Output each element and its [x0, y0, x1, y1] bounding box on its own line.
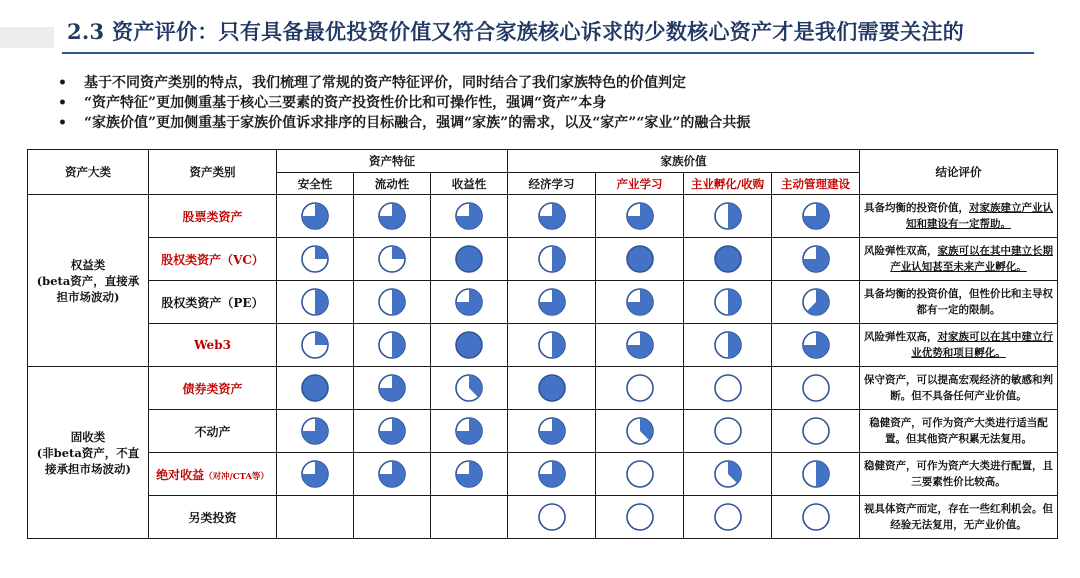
table-row — [28, 453, 1058, 496]
harvey-ball-rating — [377, 373, 407, 403]
bullet-text: “家族价值”更加侧重基于家族价值诉求排序的目标融合，强调“家族”的需求，以及“家产”“家业”的融合共振 — [84, 115, 751, 131]
harvey-ball-rating — [625, 244, 655, 274]
conclusion-text: 具备均衡的投资价值，但性价比和主导权都有一定的限制。 — [864, 288, 1054, 316]
asset-type-note: （对冲/CTA等） — [204, 471, 269, 482]
rating-cell — [684, 195, 772, 238]
harvey-ball-rating — [537, 244, 567, 274]
harvey-ball-rating — [537, 330, 567, 360]
rating-cell — [431, 367, 508, 410]
harvey-ball-rating — [537, 502, 567, 532]
rating-cell — [684, 410, 772, 453]
header-asset-class: 资产大类 — [28, 150, 149, 195]
rating-cell — [596, 453, 684, 496]
harvey-ball-fill — [728, 289, 741, 315]
table-row — [28, 367, 1058, 410]
rating-cell — [354, 281, 431, 324]
rating-cell — [684, 496, 772, 539]
rating-cell — [596, 195, 684, 238]
asset-type-cell — [149, 195, 277, 238]
rating-cell — [508, 281, 596, 324]
harvey-ball-ring — [456, 246, 482, 272]
harvey-ball-fill — [315, 246, 328, 259]
conclusion-cell — [860, 496, 1058, 539]
rating-cell — [772, 324, 860, 367]
harvey-ball-rating — [454, 330, 484, 360]
conclusion-cell — [860, 367, 1058, 410]
harvey-ball-ring — [627, 504, 653, 530]
rating-cell — [508, 195, 596, 238]
harvey-ball-ring — [302, 375, 328, 401]
rating-cell — [431, 453, 508, 496]
harvey-ball-ring — [715, 504, 741, 530]
harvey-ball-rating — [537, 287, 567, 317]
rating-cell — [772, 367, 860, 410]
harvey-ball-rating — [713, 287, 743, 317]
title-divider — [62, 52, 1034, 54]
harvey-ball-ring — [715, 246, 741, 272]
harvey-ball-fill — [552, 246, 565, 272]
harvey-ball-rating — [454, 416, 484, 446]
rating-cell — [596, 324, 684, 367]
harvey-ball-fill — [315, 332, 328, 345]
harvey-ball-fill — [552, 332, 565, 358]
header-col-family: 主动管理建设 — [772, 173, 860, 195]
harvey-ball-rating — [801, 287, 831, 317]
harvey-ball-rating — [713, 373, 743, 403]
harvey-ball-rating — [625, 373, 655, 403]
rating-cell — [431, 281, 508, 324]
harvey-ball-rating — [377, 416, 407, 446]
rating-cell — [508, 367, 596, 410]
harvey-ball-rating — [537, 201, 567, 231]
header-col-feature: 收益性 — [431, 173, 508, 195]
conclusion-cell — [860, 324, 1058, 367]
harvey-ball-rating — [801, 502, 831, 532]
table-row — [28, 410, 1058, 453]
asset-class-line: 固收类 — [70, 429, 106, 444]
asset-type-cell — [149, 324, 277, 367]
rating-cell — [277, 238, 354, 281]
harvey-ball-rating — [537, 416, 567, 446]
harvey-ball-rating — [713, 244, 743, 274]
harvey-ball-rating — [377, 330, 407, 360]
harvey-ball-fill — [728, 332, 741, 358]
harvey-ball-rating — [713, 330, 743, 360]
harvey-ball-ring — [539, 375, 565, 401]
asset-type-label: 股票类资产 — [182, 209, 243, 224]
asset-type-label: 不动产 — [194, 424, 231, 439]
page-title: 2.3 资产评价：只有具备最优投资价值又符合家族核心诉求的少数核心资产才是我们需要关注的 — [67, 19, 965, 44]
asset-class-cell — [28, 367, 149, 539]
rating-cell — [277, 281, 354, 324]
harvey-ball-ring — [715, 418, 741, 444]
conclusion-text: 保守资产，可以提高宏观经济的敏感和判断。但不具备任何产业价值。 — [864, 374, 1054, 402]
harvey-ball-ring — [803, 504, 829, 530]
rating-cell — [277, 410, 354, 453]
harvey-ball-fill — [392, 289, 405, 315]
rating-cell — [684, 453, 772, 496]
rating-cell — [354, 367, 431, 410]
harvey-ball-rating — [377, 459, 407, 489]
table-row — [28, 324, 1058, 367]
rating-cell — [772, 410, 860, 453]
bullet-marker: • — [58, 115, 67, 131]
harvey-ball-rating — [454, 244, 484, 274]
rating-cell — [772, 238, 860, 281]
bullet-text: 基于不同资产类别的特点，我们梳理了常规的资产特征评价，同时结合了我们家族特色的价值判定 — [84, 75, 686, 91]
bullet-marker: • — [58, 75, 67, 91]
harvey-ball-ring — [803, 375, 829, 401]
harvey-ball-rating — [300, 287, 330, 317]
header-group-features: 资产特征 — [277, 150, 508, 173]
conclusion-text: 视具体资产而定，存在一些红利机会。但经验无法复用，无产业价值。 — [864, 503, 1054, 531]
rating-cell — [431, 238, 508, 281]
conclusion-text: 风险弹性双高， — [864, 245, 938, 257]
rating-cell — [277, 195, 354, 238]
asset-type-cell — [149, 281, 277, 324]
conclusion-cell — [860, 281, 1058, 324]
conclusion-cell — [860, 195, 1058, 238]
rating-cell — [354, 195, 431, 238]
harvey-ball-rating — [377, 201, 407, 231]
conclusion-text: 风险弹性双高， — [864, 331, 938, 343]
rating-cell — [354, 410, 431, 453]
conclusion-emphasis: 家族可以在其中建立长期产业认知甚至未来产业孵化。 — [890, 245, 1054, 273]
asset-type-cell — [149, 453, 277, 496]
asset-class-line: 权益类 — [70, 257, 106, 272]
asset-evaluation-table — [27, 149, 1058, 539]
rating-cell — [277, 367, 354, 410]
rating-cell — [508, 238, 596, 281]
conclusion-text: 具备均衡的投资价值， — [864, 202, 970, 214]
header-col-family: 经济学习 — [508, 173, 596, 195]
asset-type-label: 绝对收益 — [156, 467, 205, 482]
rating-cell — [277, 324, 354, 367]
rating-cell — [431, 324, 508, 367]
conclusion-cell — [860, 410, 1058, 453]
rating-cell — [354, 324, 431, 367]
harvey-ball-rating — [454, 287, 484, 317]
bullet-item — [58, 93, 750, 113]
asset-type-label: 债券类资产 — [182, 381, 243, 396]
harvey-ball-ring — [456, 332, 482, 358]
harvey-ball-rating — [801, 330, 831, 360]
harvey-ball-rating — [713, 502, 743, 532]
harvey-ball-rating — [454, 201, 484, 231]
rating-cell — [596, 238, 684, 281]
asset-type-label: 股权类资产（PE） — [161, 295, 264, 310]
rating-cell — [277, 453, 354, 496]
rating-cell — [354, 453, 431, 496]
harvey-ball-rating — [801, 416, 831, 446]
harvey-ball-fill — [392, 246, 405, 259]
harvey-ball-ring — [627, 461, 653, 487]
conclusion-text: 稳健资产，可作为资产大类进行适当配置。但其他资产积累无法复用。 — [869, 417, 1048, 445]
harvey-ball-rating — [300, 330, 330, 360]
harvey-ball-rating — [625, 201, 655, 231]
asset-type-cell — [149, 410, 277, 453]
harvey-ball-rating — [713, 416, 743, 446]
conclusion-text: 稳健资产，可作为资产大类进行配置，且三要素性价比较高。 — [864, 460, 1054, 488]
rating-cell — [684, 281, 772, 324]
harvey-ball-rating — [377, 287, 407, 317]
rating-cell — [277, 496, 354, 539]
header-conclusion: 结论评价 — [860, 150, 1058, 195]
header-row-groups — [28, 150, 1058, 173]
bullet-marker: • — [58, 95, 67, 111]
header-col-family: 主业孵化/收购 — [684, 173, 772, 195]
harvey-ball-fill — [728, 203, 741, 229]
harvey-ball-fill — [816, 461, 829, 487]
harvey-ball-ring — [627, 246, 653, 272]
harvey-ball-rating — [713, 201, 743, 231]
asset-type-label: 另类投资 — [188, 510, 237, 525]
bullet-item — [58, 73, 750, 93]
rating-cell — [431, 410, 508, 453]
harvey-ball-rating — [625, 287, 655, 317]
harvey-ball-fill — [315, 289, 328, 315]
harvey-ball-ring — [539, 504, 565, 530]
table-row — [28, 238, 1058, 281]
asset-class-line: 接承担市场波动) — [45, 461, 131, 476]
harvey-ball-rating — [801, 373, 831, 403]
harvey-ball-rating — [801, 201, 831, 231]
rating-cell — [772, 195, 860, 238]
asset-class-line: (beta资产，直接承 — [36, 273, 140, 288]
harvey-ball-rating — [625, 459, 655, 489]
asset-type-label: Web3 — [194, 338, 231, 352]
asset-class-line: 担市场波动) — [56, 289, 120, 304]
asset-type-cell — [149, 238, 277, 281]
asset-type-cell — [149, 496, 277, 539]
harvey-ball-rating — [377, 244, 407, 274]
asset-type-label: 股权类资产（VC） — [161, 252, 264, 267]
harvey-ball-rating — [300, 373, 330, 403]
harvey-ball-rating — [300, 201, 330, 231]
header-col-feature: 流动性 — [354, 173, 431, 195]
harvey-ball-rating — [454, 373, 484, 403]
harvey-ball-rating — [713, 459, 743, 489]
rating-cell — [596, 410, 684, 453]
conclusion-cell — [860, 238, 1058, 281]
harvey-ball-ring — [627, 375, 653, 401]
harvey-ball-rating — [801, 459, 831, 489]
harvey-ball-ring — [715, 375, 741, 401]
rating-cell — [772, 453, 860, 496]
table-row — [28, 281, 1058, 324]
rating-cell — [596, 367, 684, 410]
table-row — [28, 195, 1058, 238]
harvey-ball-fill — [392, 332, 405, 358]
conclusion-emphasis: 对家族建立产业认知和建设有一定帮助。 — [906, 202, 1054, 230]
header-col-feature: 安全性 — [277, 173, 354, 195]
rating-cell — [431, 496, 508, 539]
rating-cell — [684, 238, 772, 281]
header-col-family: 产业学习 — [596, 173, 684, 195]
bullet-item — [58, 113, 750, 133]
harvey-ball-rating — [625, 330, 655, 360]
rating-cell — [508, 324, 596, 367]
bullet-list — [58, 73, 750, 133]
rating-cell — [508, 453, 596, 496]
conclusion-cell — [860, 453, 1058, 496]
harvey-ball-rating — [300, 416, 330, 446]
rating-cell — [508, 410, 596, 453]
rating-cell — [684, 324, 772, 367]
harvey-ball-rating — [537, 373, 567, 403]
harvey-ball-rating — [454, 459, 484, 489]
harvey-ball-ring — [803, 418, 829, 444]
rating-cell — [772, 496, 860, 539]
harvey-ball-rating — [625, 416, 655, 446]
header-group-family: 家族价值 — [508, 150, 860, 173]
rating-cell — [354, 238, 431, 281]
asset-class-cell — [28, 195, 149, 367]
harvey-ball-rating — [300, 459, 330, 489]
rating-cell — [354, 496, 431, 539]
rating-cell — [596, 496, 684, 539]
bullet-text: “资产特征”更加侧重基于核心三要素的资产投资性价比和可操作性，强调“资产”本身 — [84, 95, 607, 111]
asset-type-cell — [149, 367, 277, 410]
rating-cell — [508, 496, 596, 539]
conclusion-emphasis: 对家族可以在其中建立行业优势和项目孵化。 — [911, 331, 1054, 359]
rating-cell — [431, 195, 508, 238]
rating-cell — [596, 281, 684, 324]
rating-cell — [684, 367, 772, 410]
harvey-ball-rating — [801, 244, 831, 274]
harvey-ball-rating — [625, 502, 655, 532]
table-body — [28, 195, 1058, 539]
harvey-ball-rating — [537, 459, 567, 489]
header-asset-type: 资产类别 — [149, 150, 277, 195]
rating-cell — [772, 281, 860, 324]
table-row — [28, 496, 1058, 539]
asset-class-line: (非beta资产，不直 — [36, 445, 140, 460]
harvey-ball-rating — [300, 244, 330, 274]
left-accent-tab — [0, 27, 54, 48]
